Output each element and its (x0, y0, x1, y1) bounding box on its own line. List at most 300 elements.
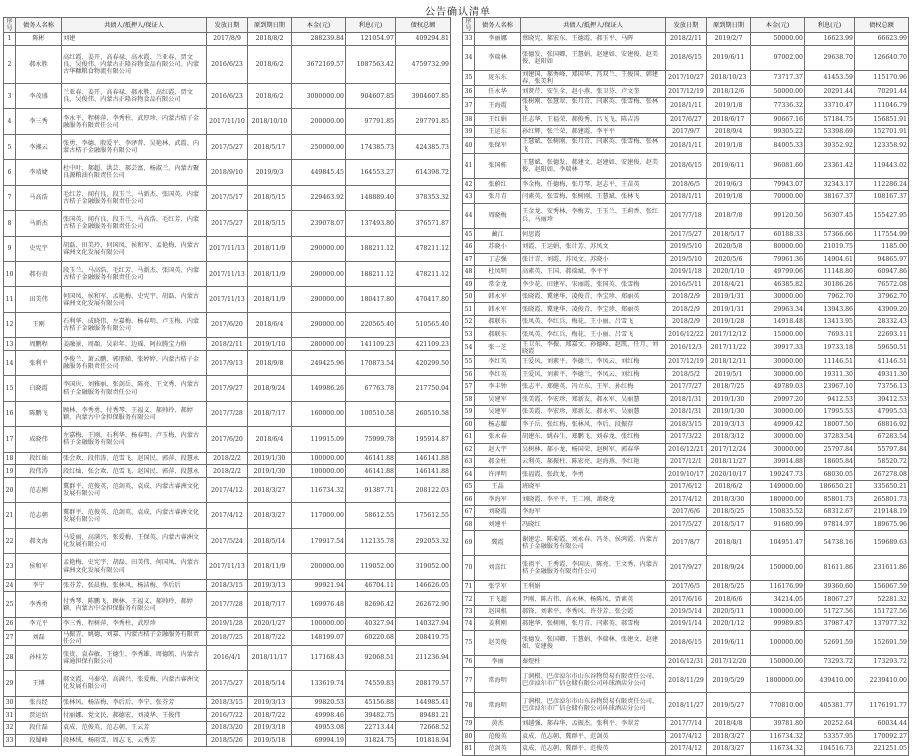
cell-co-obligors: 张贵、袁春敏、王德生、李秀雄、周德凯、内蒙古睿通担保有限公司 (62, 645, 207, 670)
cell-start-date: 2018/2/11 (666, 33, 707, 45)
cell-debtor: 成晓伟 (16, 427, 62, 452)
cell-start-date: 2018/1/31 (666, 406, 707, 418)
cell-principal: 179917.54 (292, 528, 346, 553)
cell-end-date: 2019/1/30 (248, 452, 292, 465)
cell-start-date: 2018/9/10 (207, 160, 248, 185)
cell-total: 1185.00 (855, 241, 909, 253)
cell-end-date: 2020/5/8 (707, 241, 751, 253)
cell-end-date: 2020/1/10 (707, 266, 751, 278)
cell-co-obligors: 李俊兰、萧云鹏、郭朋娣、张婷婷、内蒙古桔子金融服务有限责任公司 (62, 350, 207, 375)
table-row (4, 617, 451, 630)
cell-end-date: 2020/1/12 (707, 618, 751, 630)
cell-total: 73756.13 (855, 381, 909, 393)
cell-start-date: 2018/3/15 (666, 418, 707, 430)
cell-no: 80 (463, 730, 475, 742)
cell-co-obligors: 何思霞 (521, 228, 666, 240)
table-row (463, 455, 909, 467)
cell-start-date: 2016/6/23 (207, 45, 248, 83)
cell-principal: 290000.00 (292, 312, 346, 337)
cell-total: 126640.70 (855, 45, 909, 70)
cell-start-date: 2018/2/2 (207, 452, 248, 465)
cell-co-obligors: 郝文霞、马秦荣、高满兴、张爱梅、内蒙古睿洲文化发展有限公司 (62, 671, 207, 696)
cell-total: 614398.72 (396, 160, 451, 185)
header-co-obligors: 共债人/抵押人/保证人 (521, 18, 666, 33)
cell-end-date: 2018/8/1 (707, 530, 751, 555)
cell-start-date: 2018/11/29 (666, 668, 707, 693)
cell-end-date: 2019/5/18 (248, 734, 292, 747)
cell-debtor: 张一芝 (475, 340, 521, 355)
cell-principal: 100000.00 (751, 630, 805, 655)
cell-principal: 290000.00 (292, 287, 346, 312)
cell-debtor: 范志刚 (16, 478, 62, 503)
cell-start-date: 2017/7/18 (666, 203, 707, 228)
cell-total: 49311.30 (855, 368, 909, 380)
cell-principal: 133619.74 (292, 671, 346, 696)
cell-start-date: 2018/2/11 (207, 338, 248, 351)
table-row (4, 211, 451, 236)
cell-end-date: 2019/1/8 (707, 138, 751, 153)
cell-end-date: 2017/12/12 (707, 328, 751, 340)
cell-co-obligors: 闫素英、张雪梅、张树刚、王慧斌、张林飞 (521, 191, 666, 203)
cell-no: 81 (463, 743, 475, 755)
cell-principal: 79943.07 (751, 178, 805, 190)
table-row (463, 368, 909, 380)
table-row (4, 109, 451, 134)
cell-interest: 220565.40 (346, 312, 396, 337)
cell-interest: 82696.42 (346, 592, 396, 617)
cell-end-date: 2018/5/15 (248, 211, 292, 236)
cell-debtor: 李元平 (16, 617, 62, 630)
cell-end-date: 2018/6/2 (248, 45, 292, 83)
table-row (4, 261, 451, 286)
cell-interest: 439410.00 (805, 668, 855, 693)
cell-total: 70291.44 (855, 85, 909, 97)
cell-start-date: 2018/3/15 (207, 696, 248, 709)
debt-table-right (462, 17, 909, 756)
cell-co-obligors: 冀群平、范俊英、范剑英、袁成、内蒙古睿洲文化发展有限公司 (62, 478, 207, 503)
table-row (4, 579, 451, 592)
cell-debtor: 李红英 (475, 368, 521, 380)
cell-no: 21 (4, 503, 16, 528)
table-row (4, 528, 451, 553)
cell-principal: 99120.50 (751, 203, 805, 228)
table-row (4, 478, 451, 503)
cell-principal: 100000.00 (751, 605, 805, 617)
cell-principal: 288239.84 (292, 33, 346, 46)
cell-end-date: 2018/3/27 (248, 478, 292, 503)
cell-debtor: 杜凤明 (475, 266, 521, 278)
cell-interest: 75999.78 (346, 427, 396, 452)
cell-start-date: 2018/3/15 (207, 579, 248, 592)
cell-debtor: 郝联东 (475, 315, 521, 327)
cell-co-obligors: 段玉兰、马高浩、毛红芳、马新杰、张国英、内蒙古桔子金融服务有限责任公司 (62, 261, 207, 286)
cell-debtor: 史宪宇 (16, 236, 62, 261)
cell-principal: 290000.00 (292, 261, 346, 286)
cell-total: 195914.87 (396, 427, 451, 452)
cell-principal: 116734.32 (751, 743, 805, 755)
cell-interest: 57184.75 (805, 113, 855, 125)
cell-no: 41 (463, 153, 475, 178)
cell-principal: 91680.99 (751, 518, 805, 530)
table-row (463, 381, 909, 393)
cell-start-date: 2018/6/15 (666, 153, 707, 178)
cell-total: 170092.27 (855, 730, 909, 742)
cell-interest: 97814.97 (805, 518, 855, 530)
cell-debtor: 许泽明 (475, 468, 521, 480)
cell-end-date: 2019/5/29 (707, 668, 751, 693)
cell-end-date: 2019/5/27 (707, 693, 751, 718)
cell-co-obligors: 孙红辉、张兰荣、郝建霞、李平平 (521, 125, 666, 137)
cell-no: 49 (463, 278, 475, 290)
table-row (463, 153, 909, 178)
cell-debtor: 李茂盛 (16, 84, 62, 109)
cell-principal: 84005.33 (751, 138, 805, 153)
cell-end-date: 2019/3/13 (707, 418, 751, 430)
cell-total: 265801.73 (855, 493, 909, 505)
cell-principal: 117000.00 (292, 503, 346, 528)
cell-debtor: 周晓梅 (475, 203, 521, 228)
cell-principal: 180000.00 (751, 493, 805, 505)
cell-co-obligors: 胡磊、田美玲、何国凤、侯和军、孟艳梅、内蒙古睿洲文化发展有限公司 (62, 236, 207, 261)
cell-start-date: 2016/12/21 (666, 443, 707, 455)
cell-end-date: 2018/7/17 (248, 592, 292, 617)
cell-start-date: 2017/11/13 (207, 287, 248, 312)
cell-start-date: 2019/10/17 (666, 468, 707, 480)
cell-co-obligors: 张德发、张国卿、王慧娟、赵建如、安建俊、赵美俊、赵阳如 (521, 45, 666, 70)
cell-interest: 20252.64 (805, 718, 855, 730)
table-row (463, 393, 909, 405)
cell-debtor: 李三秀 (16, 109, 62, 134)
cell-end-date: 2018/3/27 (248, 503, 292, 528)
cell-principal: 29963.34 (751, 303, 805, 315)
table-row (463, 493, 909, 505)
table-row (463, 530, 909, 555)
cell-principal: 30000.00 (751, 290, 805, 302)
cell-end-date: 2019/1/30 (707, 406, 751, 418)
cell-total: 76572.08 (855, 278, 909, 290)
cell-principal: 99820.53 (292, 696, 346, 709)
table-row (463, 178, 909, 190)
cell-end-date: 2020/1/27 (248, 617, 292, 630)
cell-principal: 250000.00 (292, 134, 346, 159)
cell-debtor: 冀霞 (475, 530, 521, 555)
cell-end-date: 2018/6/4 (248, 312, 292, 337)
cell-end-date: 2018/5/17 (248, 134, 292, 159)
cell-co-obligors: 胡建东、姚春生、郑鹏飞、刘春龙、张红梅 (521, 431, 666, 443)
cell-end-date: 2018/7/8 (707, 203, 751, 228)
table-row (4, 236, 451, 261)
cell-interest: 21019.75 (805, 241, 855, 253)
cell-debtor: 李丰钟 (475, 381, 521, 393)
cell-debtor: 周鹏程 (16, 338, 62, 351)
table-row (4, 465, 451, 478)
cell-start-date: 2018/11/27 (666, 693, 707, 718)
cell-interest: 46704.11 (346, 579, 396, 592)
cell-total: 66623.99 (855, 33, 909, 45)
cell-principal: 150000.00 (751, 655, 805, 667)
table-row (4, 33, 451, 46)
cell-debtor: 范志朝 (16, 503, 62, 528)
cell-total: 146626.05 (396, 579, 451, 592)
cell-no: 27 (4, 630, 16, 645)
cell-no: 17 (4, 427, 16, 452)
cell-debtor: 李瑞林 (475, 45, 521, 70)
cell-co-obligors: 郝建华、张树刚、张月青、闫素英、郝雪梅 (521, 618, 666, 630)
cell-interest: 45156.88 (346, 696, 396, 709)
cell-principal: 116734.32 (292, 478, 346, 503)
header-principal: 本金(元) (751, 18, 805, 33)
table-row (4, 84, 451, 109)
cell-end-date: 2019/6/11 (707, 630, 751, 655)
cell-interest: 112135.78 (346, 528, 396, 553)
cell-co-obligors: 张树刚、张慧翠、张月青、闫素英、张雪梅、张林飞 (521, 98, 666, 113)
header-total: 债权总额 (855, 18, 909, 33)
cell-co-obligors: 顾林、李秀勇、付秀琴、王福义、郝帅玲、郝婷颖、内蒙古中金担保服务有限公司 (62, 401, 207, 426)
cell-start-date: 2017/7/27 (666, 381, 707, 393)
cell-principal: 149000.00 (751, 480, 805, 492)
cell-no: 31 (4, 709, 16, 722)
cell-interest: 23361.42 (805, 153, 855, 178)
cell-total: 292053.32 (396, 528, 451, 553)
header-start-date: 发放日期 (666, 18, 707, 33)
table-row (4, 376, 451, 401)
cell-co-obligors: 王爱风、刘素平、李德兰、李凤云、刘红梅 (521, 356, 666, 368)
cell-principal: 79961.36 (751, 253, 805, 265)
cell-principal: 30000.00 (751, 406, 805, 418)
cell-debtor: 赵美俊 (475, 630, 521, 655)
cell-debtor: 陈鹏飞 (16, 401, 62, 426)
cell-total: 41146.51 (855, 356, 909, 368)
cell-no: 72 (463, 593, 475, 605)
cell-interest: 18605.84 (805, 455, 855, 467)
cell-co-obligors: 张芬芳、张晨梅、张林风、杨洁梅、李后后 (62, 579, 207, 592)
cell-end-date: 2019/1/31 (707, 290, 751, 302)
cell-total: 478211.12 (396, 236, 451, 261)
cell-debtor: 马新杰 (16, 211, 62, 236)
cell-co-obligors: 张志平、郑健英、冯立东、王军、孙红梅 (521, 381, 666, 393)
table-row (4, 401, 451, 426)
cell-debtor: 李秀勇 (16, 592, 62, 617)
cell-total: 189675.96 (855, 518, 909, 530)
cell-start-date: 2017/5/24 (207, 528, 248, 553)
cell-total: 335650.21 (855, 480, 909, 492)
cell-start-date: 2018/2/2 (207, 465, 248, 478)
cell-interest: 19733.18 (805, 340, 855, 355)
cell-interest: 73293.72 (805, 655, 855, 667)
cell-interest: 30186.26 (805, 278, 855, 290)
cell-total: 260510.58 (396, 401, 451, 426)
cell-principal: 99305.22 (751, 125, 805, 137)
cell-end-date: 2017/12/24 (707, 443, 751, 455)
cell-co-obligors: 刘建 (62, 33, 207, 46)
cell-debtor: 黄杰 (475, 718, 521, 730)
cell-principal: 449845.45 (292, 160, 346, 185)
table-row (4, 554, 451, 579)
cell-co-obligors: 袁成、范俊英、范志朝、王云芳 (62, 721, 207, 734)
table-row (4, 696, 451, 709)
cell-start-date: 2017/8/9 (207, 33, 248, 46)
cell-debtor: 郝文海 (16, 528, 62, 553)
cell-co-obligors: 张晓霞、冀建华、凌俊青、李宝珍、郑丽英 (521, 303, 666, 315)
cell-start-date: 2017/4/12 (207, 503, 248, 528)
cell-start-date: 2017/5/27 (207, 211, 248, 236)
cell-debtor: 郝金柱 (475, 455, 521, 467)
cell-debtor: 李湘云 (16, 134, 62, 159)
cell-debtor: 张利平 (16, 350, 62, 375)
cell-start-date: 2018/2/9 (666, 303, 707, 315)
cell-debtor: 张永春 (475, 431, 521, 443)
cell-end-date: 2018/7/17 (248, 401, 292, 426)
cell-no: 33 (463, 33, 475, 45)
cell-start-date: 2017/5/27 (207, 134, 248, 159)
cell-no: 38 (463, 113, 475, 125)
cell-interest: 97791.85 (346, 109, 396, 134)
cell-co-obligors: 张祖平、王秀霞、李国庆、陈亮、王文秀、内蒙古桔子金融服务有限责任公司 (521, 555, 666, 580)
header-total: 债权总额 (396, 18, 451, 33)
cell-co-obligors: 任志华、王福荣、郝俊秀、吕飞飞、陈吉涛 (521, 113, 666, 125)
cell-no: 55 (463, 356, 475, 368)
cell-principal: 100000.00 (292, 452, 346, 465)
header-debtor: 债务人名称 (16, 18, 62, 33)
cell-debtor: 庞东东 (475, 70, 521, 85)
cell-no: 8 (4, 211, 16, 236)
table-row (4, 134, 451, 159)
table-row (463, 85, 909, 97)
table-row (463, 125, 909, 137)
cell-co-obligors: 尹刚、陈占伟、高永林、杨陈凤、贾素英 (521, 593, 666, 605)
cell-total: 3904607.85 (396, 84, 451, 109)
cell-no: 19 (4, 465, 16, 478)
cell-total: 108167.37 (855, 191, 909, 203)
cell-interest: 13943.86 (805, 303, 855, 315)
cell-end-date: 2018/5/15 (248, 185, 292, 210)
cell-co-obligors: 张凤英、李红兵、梅花、王小丽、吕雪飞 (521, 328, 666, 340)
cell-start-date: 2017/6/20 (207, 427, 248, 452)
table-row (463, 718, 909, 730)
cell-interest: 14904.61 (805, 253, 855, 265)
cell-interest: 18067.27 (805, 593, 855, 605)
cell-no: 7 (4, 185, 16, 210)
cell-interest: 29638.70 (805, 45, 855, 70)
cell-no: 75 (463, 630, 475, 655)
table-row (463, 191, 909, 203)
cell-co-obligors: 张晓霞、冀建华、凌俊青、李宝珍、郑丽英 (521, 290, 666, 302)
cell-debtor: 常海明 (475, 668, 521, 693)
cell-start-date: 2017/9/7 (666, 125, 707, 137)
cell-no: 76 (463, 655, 475, 667)
cell-interest: 56307.45 (805, 203, 855, 228)
cell-debtor: 王运东 (475, 125, 521, 137)
cell-end-date: 2017/12/20 (707, 655, 751, 667)
cell-principal: 280000.00 (292, 338, 346, 351)
cell-no: 40 (463, 138, 475, 153)
table-row (463, 443, 909, 455)
table-row (463, 328, 909, 340)
table-row (463, 406, 909, 418)
cell-debtor: 王博 (16, 671, 62, 696)
cell-principal: 39917.33 (751, 340, 805, 355)
cell-co-obligors: 段林绒、杨雨雪、周志飞、云秀芳 (62, 734, 207, 747)
cell-start-date: 2016/5/11 (666, 278, 707, 290)
cell-start-date: 2018/6/5 (666, 178, 707, 190)
header-no: 序号 (4, 18, 16, 33)
cell-end-date: 2019/1/28 (707, 315, 751, 327)
cell-no: 25 (4, 592, 16, 617)
cell-interest: 141109.23 (346, 338, 396, 351)
cell-end-date: 2018/11/9 (248, 287, 292, 312)
cell-debtor: 张国栋 (475, 153, 521, 178)
cell-end-date: 2019/9/3 (248, 160, 292, 185)
cell-debtor: 张蔚红 (475, 178, 521, 190)
cell-co-obligors: 谢建忠、陈菊霞、刘永春、冯冬、侯鸿霞、内蒙古桔子金融服务有限公司 (521, 530, 666, 555)
cell-principal: 50000.00 (751, 85, 805, 97)
table-row (463, 113, 909, 125)
table-row (4, 312, 451, 337)
cell-no: 46 (463, 241, 475, 253)
cell-end-date: 2018/5/14 (248, 528, 292, 553)
table-row (4, 503, 451, 528)
cell-no: 69 (463, 530, 475, 555)
cell-start-date: 2017/3/22 (666, 431, 707, 443)
cell-principal: 34214.05 (751, 593, 805, 605)
cell-end-date: 2018/11/27 (707, 455, 751, 467)
cell-interest: 37987.47 (805, 618, 855, 630)
cell-end-date: 2018/9/4 (707, 125, 751, 137)
cell-start-date: 2018/6/15 (666, 45, 707, 70)
cell-no: 62 (463, 443, 475, 455)
cell-end-date: 2019/1/8 (707, 191, 751, 203)
cell-no: 67 (463, 505, 475, 517)
header-start-date: 发放日期 (207, 18, 248, 33)
cell-co-obligors: 姜融景、周頵、吴彩年、边瑶、阿拉腾宝力格 (62, 338, 207, 351)
cell-start-date: 2018/5/2 (666, 368, 707, 380)
cell-start-date: 2017/9/13 (207, 350, 248, 375)
cell-co-obligors: 张林风、杨洁梅、李后后、李宁、张芬芳 (62, 696, 207, 709)
cell-end-date: 2020/5/6 (707, 253, 751, 265)
cell-principal: 99921.94 (292, 579, 346, 592)
cell-total: 94865.97 (855, 253, 909, 265)
cell-debtor: 王飞超 (475, 593, 521, 605)
cell-co-obligors: 付丽娜、党文民、郝德宏、刘凌华、王俊伟 (62, 709, 207, 722)
cell-interest: 81611.86 (805, 555, 855, 580)
cell-principal: 100000.00 (292, 617, 346, 630)
cell-end-date: 2018/6/6 (707, 593, 751, 605)
cell-start-date: 2017/6/6 (666, 505, 707, 517)
cell-no: 78 (463, 693, 475, 718)
cell-interest: 54738.16 (805, 530, 855, 555)
cell-no: 52 (463, 315, 475, 327)
cell-interest: 25797.84 (805, 443, 855, 455)
cell-no: 64 (463, 468, 475, 480)
cell-start-date: 2017/12/1 (666, 455, 707, 467)
cell-total: 208419.75 (396, 630, 451, 645)
header-principal: 本金(元) (292, 18, 346, 33)
table-row (463, 668, 909, 693)
cell-principal: 160000.00 (292, 401, 346, 426)
cell-debtor: 丁志强 (475, 253, 521, 265)
cell-total: 152691.59 (855, 630, 909, 655)
cell-interest: 85801.73 (805, 493, 855, 505)
cell-interest: 904607.85 (346, 84, 396, 109)
cell-debtor: 范剑英 (475, 743, 521, 755)
cell-end-date: 2019/2/7 (707, 33, 751, 45)
cell-debtor: 段蜀峰 (16, 734, 62, 747)
cell-total: 137977.32 (855, 618, 909, 630)
cell-total: 173293.72 (855, 655, 909, 667)
cell-debtor: 田美伟 (16, 287, 62, 312)
cell-co-obligors: 高素英、王国、郝瑞斌、李平平 (521, 266, 666, 278)
cell-interest: 19311.30 (805, 368, 855, 380)
